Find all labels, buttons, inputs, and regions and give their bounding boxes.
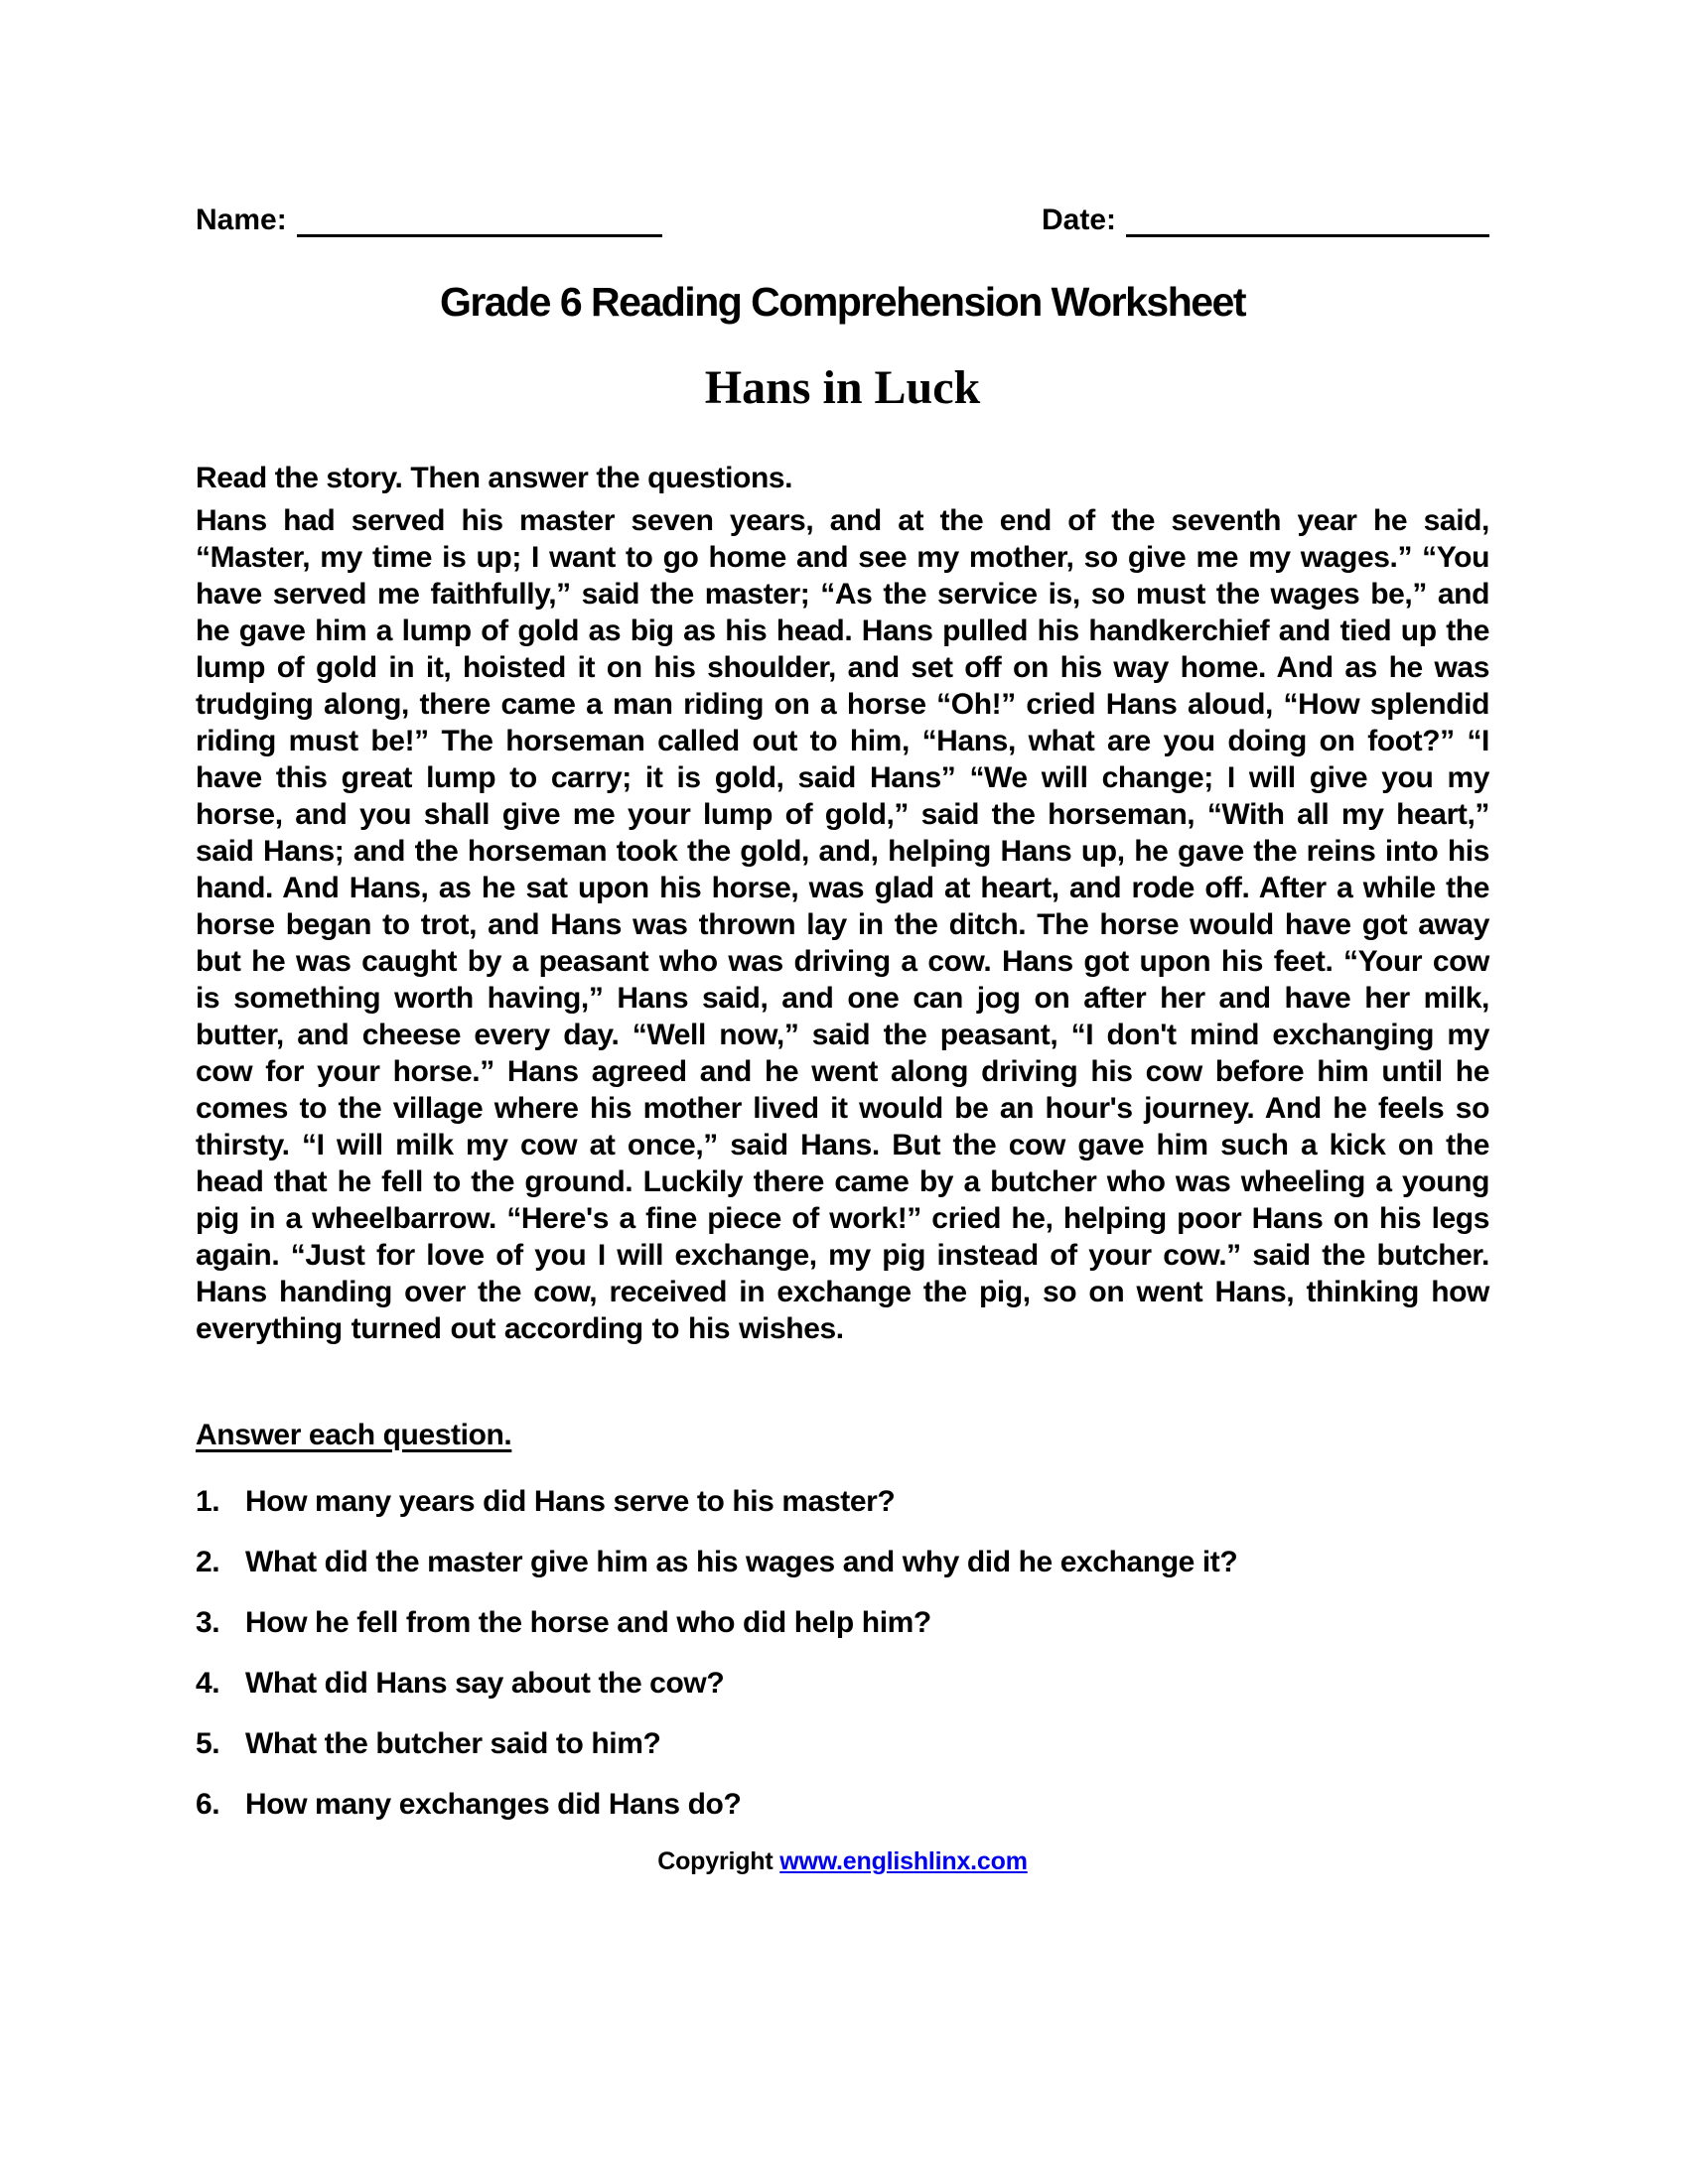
question-row — [196, 1665, 1489, 1702]
question-text: What did Hans say about the cow? — [245, 1667, 725, 1700]
question-row — [196, 1483, 1489, 1520]
question-text: What did the master give him as his wages and why did he exchange it? — [245, 1546, 1238, 1578]
story-text: Hans had served his master seven years, and at the end of the seventh year he said, “Master, my time is up; I want to go home and see my mother, so give me my wages.” “You have served me faithfully,” said the master; “As the service is, so must the wages be,” and he gave him a lump of gold as big as his head. Hans pulled his handkerchief and tied up the lump of gold in it, hoisted it on his shoulder, and set off on his way home. And as he was trudging along, there came a man riding on a horse “Oh!” cried Hans aloud, “How splendid riding must be!” The horseman called out to him, “Hans, what are you doing on foot?” “I have this great lump to carry; it is gold, said Hans” “We will change; I will give you my horse, and you shall give me your lump of gold,” said the horseman, “With all my heart,” said Hans; and the horseman took the gold, and, helping Hans up, he gave the reins into his hand. And Hans, as he sat upon his horse, was glad at heart, and rode off. After a while the horse began to trot, and Hans was thrown lay in the ditch. The horse would have got away but he was caught by a peasant who was driving a cow. Hans got upon his feet. “Your cow is something worth having,” Hans said, and one can jog on after her and have her milk, butter, and cheese every day. “Well now,” said the peasant, “I don't mind exchanging my cow for your horse.” Hans agreed and he went along driving his cow before him until he comes to the village where his mother lived it would be an hour's journey. And he feels so thirsty. “I will milk my cow at once,” said Hans. But the cow gave him such a kick on the head that he fell to the ground. Luckily there came by a butcher who was wheeling a young pig in a wheelbarrow. “Here's a fine piece of work!” cried he, helping poor Hans on his legs again. “Just for love of you I will exchange, my pig instead of your cow.” said the butcher. Hans handing over the cow, received in exchange the pig, so on went Hans, thinking how everything turned out according to his wishes. — [196, 504, 1489, 1345]
date-field — [1042, 204, 1489, 237]
question-number: 2. — [196, 1546, 220, 1578]
answer-heading: Answer each question. — [196, 1419, 512, 1451]
read-instruction: Read the story. Then answer the questions. — [196, 462, 793, 494]
questions-list — [196, 1483, 1489, 1823]
question-row — [196, 1725, 1489, 1762]
question-number: 4. — [196, 1667, 220, 1700]
question-number: 5. — [196, 1727, 220, 1760]
question-number: 1. — [196, 1485, 220, 1518]
footer — [196, 1846, 1489, 1876]
name-blank-line — [297, 205, 662, 237]
name-label: Name: — [196, 204, 287, 236]
question-text: What the butcher said to him? — [245, 1727, 661, 1760]
question-row — [196, 1604, 1489, 1641]
name-field — [196, 204, 662, 237]
question-row — [196, 1544, 1489, 1580]
question-text: How many years did Hans serve to his master? — [245, 1485, 896, 1518]
date-blank-line — [1126, 205, 1489, 237]
story-title: Hans in Luck — [704, 361, 981, 414]
question-row — [196, 1786, 1489, 1823]
header-row — [196, 204, 1489, 237]
question-number: 3. — [196, 1606, 220, 1639]
question-number: 6. — [196, 1788, 220, 1821]
worksheet-title: Grade 6 Reading Comprehension Worksheet — [439, 279, 1246, 325]
question-text: How he fell from the horse and who did help him? — [245, 1606, 931, 1639]
question-text: How many exchanges did Hans do? — [245, 1788, 742, 1821]
copyright-link[interactable]: www.englishlinx.com — [779, 1847, 1028, 1875]
date-label: Date: — [1041, 204, 1116, 236]
copyright-label: Copyright — [657, 1847, 774, 1875]
